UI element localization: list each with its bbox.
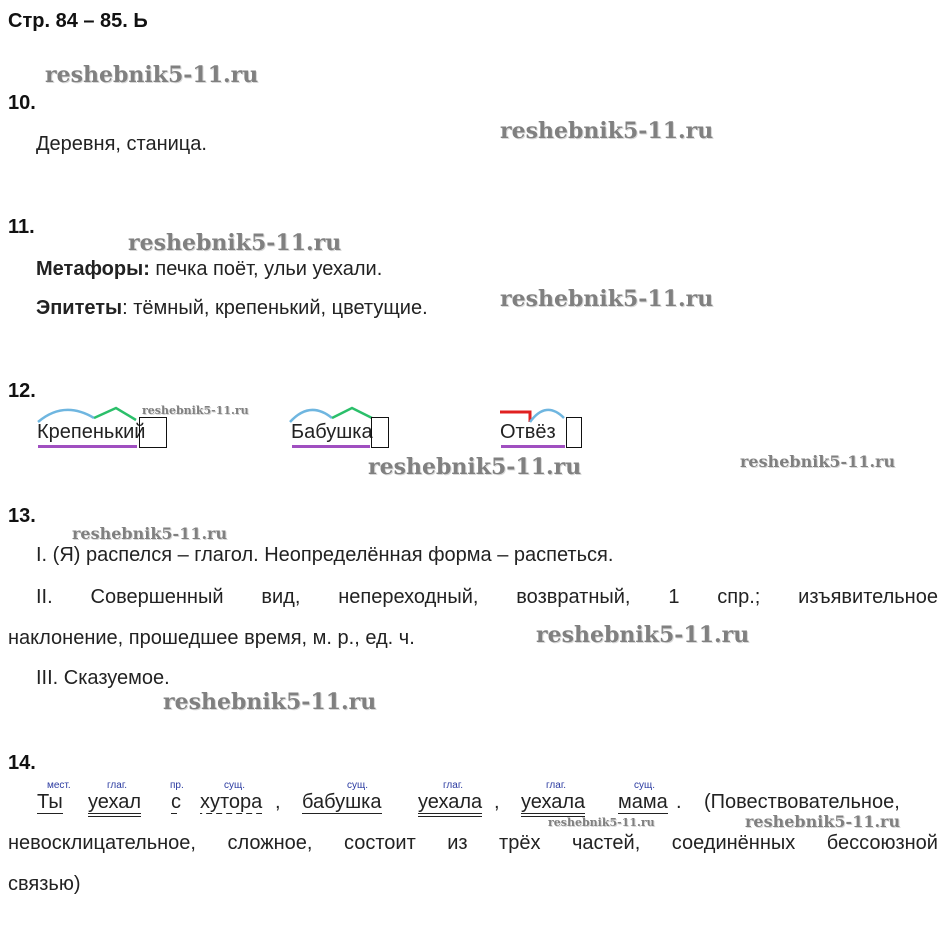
comma: , [275,791,281,813]
task-number-10: 10. [8,92,36,114]
watermark: reshebnik5-11.ru [368,454,582,480]
period: . [676,791,682,813]
word: трёх [499,832,541,854]
word-subject: бабушка [302,791,382,813]
pos-label: сущ. [224,780,246,791]
word: состоит [343,832,416,854]
task-number-14: 14. [8,752,36,774]
page-title: Стр. 84 – 85. Ь [8,10,148,32]
suffix-mark [94,408,136,420]
task-14-line-3: связью) [8,873,81,895]
pos-label: мест. [47,780,71,791]
task-13-line-1: I. (Я) распелся – глагол. Неопределённая форма – распеться. [36,544,614,566]
watermark: reshebnik5-11.ru [500,118,714,144]
task-number-11: 11. [8,216,35,238]
epithets-text: : тёмный, крепенький, цветущие. [122,297,428,319]
ending-box [139,417,167,448]
ending-box [371,417,389,448]
word-predicate: уехала [418,791,482,817]
sentence-tail: (Повествовательное, [704,791,900,813]
pos-label: сущ. [347,780,369,791]
pos-label: сущ. [634,780,656,791]
word-ending: ий [123,421,146,443]
watermark: reshebnik5-11.ru [45,62,259,88]
null-ending-box [566,417,582,448]
pos-label: глаг. [107,780,128,791]
word: II. [36,586,53,608]
word-adverbial: хутора [200,791,263,813]
pos-label: пр. [170,780,184,791]
task-14-line-2 [8,833,938,853]
epithets-label: Эпитеты [36,297,123,319]
metaphors-text: печка поёт, ульи уехали. [149,258,383,280]
watermark: reshebnik5-11.ru [72,524,228,543]
word-stem: Крепеньк [37,421,124,443]
suffix-mark [332,408,372,418]
word: непереходный, [338,586,479,608]
word: из [447,832,468,854]
watermark: reshebnik5-11.ru [740,452,896,471]
word: сложное, [227,832,313,854]
watermark: reshebnik5-11.ru [500,286,714,312]
pos-label: глаг. [546,780,567,791]
word-preposition: с [171,791,181,813]
word: 1 [668,586,680,608]
task-number-13: 13. [8,505,36,527]
pos-label: глаг. [443,780,464,791]
word-ending: а [361,421,373,443]
word: изъявительное [798,586,938,608]
word: невосклицательное, [8,832,196,854]
task-13-line-4: III. Сказуемое. [36,667,170,689]
word: Совершенный [90,586,224,608]
task-number-12: 12. [8,380,36,402]
epithets-line [36,298,428,318]
word-subject: мама [618,791,668,813]
watermark: reshebnik5-11.ru [128,230,342,256]
morpheme-word-2 [291,421,373,443]
watermark: reshebnik5-11.ru [142,404,249,417]
word: возвратный, [516,586,631,608]
task-10-answer: Деревня, станица. [36,133,207,155]
comma: , [494,791,500,813]
word-stem: Отвёз [500,421,556,443]
word: соединённых [671,832,796,854]
watermark: reshebnik5-11.ru [548,816,655,829]
watermark: reshebnik5-11.ru [745,812,901,831]
morpheme-word-3 [500,421,556,443]
morpheme-word-1 [37,421,145,443]
task-13-line-3: наклонение, прошедшее время, м. р., ед. ч. [8,627,415,649]
word: бессоюзной [826,832,938,854]
word-predicate: уехала [521,791,585,817]
task-13-line-2 [36,587,938,607]
metaphors-label: Метафоры: [36,258,150,280]
word-subject: Ты [37,791,63,813]
word-stem: Бабушк [291,421,362,443]
word: частей, [571,832,641,854]
word: вид, [261,586,301,608]
stem-underline [501,445,565,448]
stem-underline [38,445,137,448]
metaphors-line [36,259,382,279]
word-predicate: уехал [88,791,141,817]
word: спр.; [717,586,761,608]
watermark: reshebnik5-11.ru [536,622,750,648]
watermark: reshebnik5-11.ru [163,689,377,715]
stem-underline [292,445,370,448]
